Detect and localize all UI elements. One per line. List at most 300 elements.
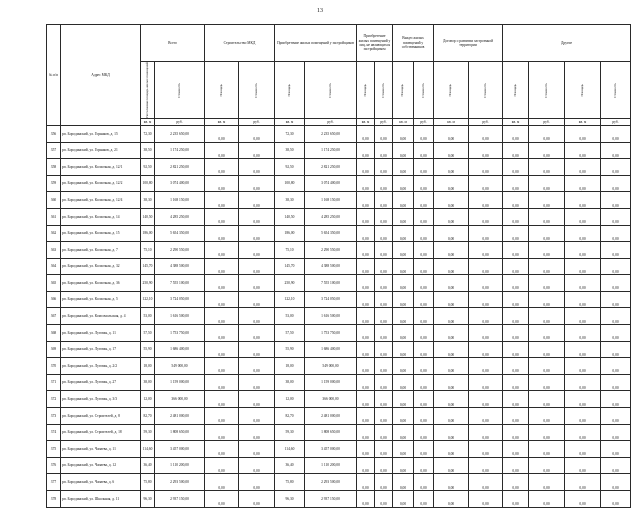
table-row [47, 358, 631, 375]
row-redemption-cost: 0,00 [414, 424, 434, 441]
row-number: 362 [47, 225, 61, 242]
row-nondev-area: 0,00 [357, 291, 375, 308]
vertical-area-label: Площадь [579, 83, 584, 97]
row-other-area-a: 0,00 [503, 491, 529, 508]
row-construction-cost: 0,00 [239, 325, 275, 342]
row-other-area-b: 0,00 [565, 258, 601, 275]
row-contract-cost: 0,00 [469, 142, 503, 159]
row-other-cost-b: 0,00 [601, 457, 631, 474]
row-area-vacated: 96,30 [141, 491, 155, 508]
row-nondev-cost: 0,00 [375, 192, 393, 209]
col-redemption-header: Выкуп жилых помещений у собственников [393, 25, 434, 62]
row-number: 370 [47, 358, 61, 375]
row-nondev-cost: 0,00 [375, 474, 393, 491]
row-contract-area: 0,00 [434, 275, 469, 292]
row-number: 372 [47, 391, 61, 408]
row-construction-cost: 0,00 [239, 242, 275, 259]
row-nondev-cost: 0,00 [375, 341, 393, 358]
row-other-cost-a: 0,00 [529, 325, 565, 342]
table-row [47, 391, 631, 408]
row-total-cost: 1 159 000,00 [155, 374, 205, 391]
row-redemption-cost: 0,00 [414, 391, 434, 408]
row-total-cost: 2 937 150,00 [155, 491, 205, 508]
row-redemption-cost: 0,00 [414, 225, 434, 242]
vertical-cost-label: Стоимость [482, 82, 487, 98]
row-area-vacated: 38,30 [141, 192, 155, 209]
row-construction-area: 0,00 [205, 208, 239, 225]
row-nondev-area: 0,00 [357, 325, 375, 342]
row-contract-cost: 0,00 [469, 242, 503, 259]
row-total-cost: 1 174 250,00 [155, 142, 205, 159]
row-other-cost-a: 0,00 [529, 159, 565, 176]
row-contract-cost: 0,00 [469, 125, 503, 142]
row-construction-cost: 0,00 [239, 125, 275, 142]
row-number: 361 [47, 208, 61, 225]
row-other-area-a: 0,00 [503, 408, 529, 425]
row-construction-cost: 0,00 [239, 474, 275, 491]
row-redemption-area: 0,00 [393, 192, 414, 209]
col-construction-header: Строительство МКД [205, 25, 275, 62]
row-total-cost: 1 110 200,00 [155, 457, 205, 474]
row-other-cost-a: 0,00 [529, 142, 565, 159]
row-redemption-cost: 0,00 [414, 192, 434, 209]
table-row [47, 159, 631, 176]
row-redemption-area: 0,00 [393, 457, 414, 474]
row-other-area-b: 0,00 [565, 341, 601, 358]
row-redemption-cost: 0,00 [414, 408, 434, 425]
row-total-cost: 366 000,00 [155, 391, 205, 408]
row-area-vacated: 100,80 [141, 175, 155, 192]
row-redemption-area: 0,00 [393, 474, 414, 491]
table-row [47, 374, 631, 391]
row-construction-cost: 0,00 [239, 308, 275, 325]
row-contract-area: 0,00 [434, 225, 469, 242]
row-contract-cost: 0,00 [469, 457, 503, 474]
row-total-cost: 1 808 650,00 [155, 424, 205, 441]
row-other-area-a: 0,00 [503, 192, 529, 209]
row-total-cost: 2 821 250,00 [155, 159, 205, 176]
row-other-cost-b: 0,00 [601, 258, 631, 275]
row-construction-area: 0,00 [205, 175, 239, 192]
table-row [47, 424, 631, 441]
row-redemption-cost: 0,00 [414, 341, 434, 358]
row-nondev-area: 0,00 [357, 258, 375, 275]
row-dev-area: 36,40 [275, 457, 305, 474]
row-dev-area: 72,30 [275, 125, 305, 142]
row-redemption-area: 0,00 [393, 258, 414, 275]
row-other-cost-a: 0,00 [529, 457, 565, 474]
table-row [47, 275, 631, 292]
row-redemption-cost: 0,00 [414, 258, 434, 275]
row-area-vacated: 92,50 [141, 159, 155, 176]
row-nondev-area: 0,00 [357, 308, 375, 325]
row-nondev-area: 0,00 [357, 142, 375, 159]
vertical-area-header [434, 62, 469, 119]
col-address-header: Адрес МКД [61, 25, 141, 126]
row-other-area-b: 0,00 [565, 441, 601, 458]
vertical-cost-header [239, 62, 275, 119]
row-total-cost: 2 293 500,00 [155, 474, 205, 491]
row-redemption-cost: 0,00 [414, 275, 434, 292]
row-nondev-area: 0,00 [357, 358, 375, 375]
row-contract-area: 0,00 [434, 474, 469, 491]
row-redemption-cost: 0,00 [414, 242, 434, 259]
row-nondev-area: 0,00 [357, 275, 375, 292]
row-dev-area: 75,10 [275, 242, 305, 259]
row-dev-cost: 1 808 650,00 [305, 424, 357, 441]
row-address: рп. Бородинский, ул. Горняков, д. 21 [61, 142, 141, 159]
row-other-cost-a: 0,00 [529, 242, 565, 259]
row-construction-area: 0,00 [205, 374, 239, 391]
row-address: рп. Бородинский, ул. Луговая, д. 11 [61, 325, 141, 342]
row-nondev-area: 0,00 [357, 491, 375, 508]
row-nondev-cost: 0,00 [375, 408, 393, 425]
row-construction-cost: 0,00 [239, 275, 275, 292]
row-other-cost-b: 0,00 [601, 391, 631, 408]
vertical-cost-header [305, 62, 357, 119]
row-construction-area: 0,00 [205, 258, 239, 275]
row-other-cost-a: 0,00 [529, 491, 565, 508]
row-total-cost: 2 235 650,00 [155, 125, 205, 142]
vertical-cost-header [601, 62, 631, 119]
row-redemption-cost: 0,00 [414, 325, 434, 342]
row-construction-cost: 0,00 [239, 424, 275, 441]
row-number: 371 [47, 374, 61, 391]
row-dev-cost: 1 174 250,00 [305, 142, 357, 159]
row-nondev-cost: 0,00 [375, 457, 393, 474]
row-dev-area: 53,00 [275, 308, 305, 325]
row-contract-area: 0,00 [434, 291, 469, 308]
row-other-area-a: 0,00 [503, 474, 529, 491]
row-number: 357 [47, 142, 61, 159]
row-total-cost: 1 616 500,00 [155, 308, 205, 325]
unit-rub: руб. [529, 118, 565, 125]
row-contract-area: 0,00 [434, 142, 469, 159]
row-dev-cost: 1 110 200,00 [305, 457, 357, 474]
row-number: 356 [47, 125, 61, 142]
row-contract-area: 0,00 [434, 391, 469, 408]
vertical-area-vacated-header [141, 62, 155, 119]
row-nondev-cost: 0,00 [375, 491, 393, 508]
row-area-vacated: 59,30 [141, 424, 155, 441]
row-other-cost-b: 0,00 [601, 142, 631, 159]
row-nondev-area: 0,00 [357, 391, 375, 408]
row-other-area-b: 0,00 [565, 408, 601, 425]
row-redemption-area: 0,00 [393, 175, 414, 192]
row-number: 366 [47, 291, 61, 308]
row-dev-area: 186,00 [275, 225, 305, 242]
row-other-area-a: 0,00 [503, 424, 529, 441]
row-other-area-a: 0,00 [503, 291, 529, 308]
row-dev-area: 55,90 [275, 341, 305, 358]
row-redemption-area: 0,00 [393, 408, 414, 425]
row-contract-area: 0,00 [434, 358, 469, 375]
row-area-vacated: 57,50 [141, 325, 155, 342]
row-other-cost-a: 0,00 [529, 225, 565, 242]
vertical-area-label: Площадь [448, 83, 453, 97]
row-dev-cost: 2 290 550,00 [305, 242, 357, 259]
row-other-cost-a: 0,00 [529, 258, 565, 275]
row-construction-cost: 0,00 [239, 225, 275, 242]
row-redemption-area: 0,00 [393, 308, 414, 325]
row-nondev-cost: 0,00 [375, 142, 393, 159]
row-other-area-b: 0,00 [565, 125, 601, 142]
row-dev-area: 92,50 [275, 159, 305, 176]
row-nondev-cost: 0,00 [375, 374, 393, 391]
vertical-cost-header [414, 62, 434, 119]
row-other-area-a: 0,00 [503, 275, 529, 292]
row-other-area-a: 0,00 [503, 225, 529, 242]
unit-m2: кв. м [141, 118, 155, 125]
row-number: 364 [47, 258, 61, 275]
row-dev-cost: 549 000,00 [305, 358, 357, 375]
row-total-cost: 7 555 100,00 [155, 275, 205, 292]
row-other-cost-a: 0,00 [529, 341, 565, 358]
row-construction-area: 0,00 [205, 408, 239, 425]
row-contract-cost: 0,00 [469, 424, 503, 441]
row-redemption-cost: 0,00 [414, 175, 434, 192]
vertical-area-label: Площадь [286, 83, 291, 97]
row-construction-cost: 0,00 [239, 258, 275, 275]
row-contract-cost: 0,00 [469, 208, 503, 225]
row-construction-area: 0,00 [205, 125, 239, 142]
vertical-area-header [357, 62, 375, 119]
row-other-cost-b: 0,00 [601, 341, 631, 358]
row-number: 365 [47, 275, 61, 292]
row-other-cost-b: 0,00 [601, 225, 631, 242]
row-other-cost-a: 0,00 [529, 291, 565, 308]
row-other-cost-b: 0,00 [601, 325, 631, 342]
table-row [47, 325, 631, 342]
row-dev-cost: 4 285 250,00 [305, 208, 357, 225]
row-address: рп. Бородинский, ул. Луговая, д. 3/3 [61, 391, 141, 408]
row-other-area-a: 0,00 [503, 125, 529, 142]
col-total-header: Всего [141, 25, 205, 62]
col-num-header: № п/п [47, 25, 61, 126]
row-redemption-area: 0,00 [393, 242, 414, 259]
row-contract-area: 0,00 [434, 175, 469, 192]
vertical-area-header [565, 62, 601, 119]
row-other-cost-a: 0,00 [529, 374, 565, 391]
row-dev-cost: 4 388 500,00 [305, 258, 357, 275]
row-construction-area: 0,00 [205, 341, 239, 358]
row-construction-area: 0,00 [205, 491, 239, 508]
row-construction-cost: 0,00 [239, 441, 275, 458]
row-other-cost-a: 0,00 [529, 308, 565, 325]
row-other-area-b: 0,00 [565, 358, 601, 375]
row-total-cost: 1 753 750,00 [155, 325, 205, 342]
row-number: 369 [47, 341, 61, 358]
row-redemption-area: 0,00 [393, 275, 414, 292]
row-nondev-area: 0,00 [357, 125, 375, 142]
row-contract-area: 0,00 [434, 325, 469, 342]
row-contract-cost: 0,00 [469, 275, 503, 292]
row-redemption-cost: 0,00 [414, 308, 434, 325]
table-row [47, 192, 631, 209]
row-other-area-b: 0,00 [565, 192, 601, 209]
col-purchase-dev-header: Приобретение жилых помещений у застройщиков [275, 25, 357, 62]
row-other-cost-b: 0,00 [601, 408, 631, 425]
row-other-cost-b: 0,00 [601, 474, 631, 491]
vertical-cost-label: Стоимость [380, 82, 385, 98]
row-construction-area: 0,00 [205, 474, 239, 491]
unit-rub: руб. [239, 118, 275, 125]
row-dev-cost: 1 168 150,00 [305, 192, 357, 209]
row-number: 363 [47, 242, 61, 259]
table-row [47, 441, 631, 458]
row-construction-cost: 0,00 [239, 491, 275, 508]
row-dev-cost: 366 000,00 [305, 391, 357, 408]
row-dev-cost: 3 724 050,00 [305, 291, 357, 308]
row-other-area-b: 0,00 [565, 457, 601, 474]
row-address: рп. Бородинский, ул. Школьная, д. 11 [61, 491, 141, 508]
row-redemption-area: 0,00 [393, 391, 414, 408]
table-row [47, 408, 631, 425]
row-dev-area: 145,70 [275, 258, 305, 275]
row-nondev-area: 0,00 [357, 441, 375, 458]
row-other-cost-a: 0,00 [529, 275, 565, 292]
page-number: 13 [317, 8, 323, 14]
row-address: рп. Бородинский, ул. Колхозная, д. 36 [61, 275, 141, 292]
row-other-area-b: 0,00 [565, 159, 601, 176]
row-construction-area: 0,00 [205, 142, 239, 159]
row-other-cost-a: 0,00 [529, 125, 565, 142]
row-construction-area: 0,00 [205, 325, 239, 342]
row-address: рп. Бородинский, ул. Чапаева, д. 12 [61, 457, 141, 474]
row-address: рп. Бородинский, ул. Колхозная, д. 15 [61, 225, 141, 242]
row-redemption-cost: 0,00 [414, 474, 434, 491]
vertical-cost-label: Стоимость [327, 82, 332, 98]
row-total-cost: 5 654 350,00 [155, 225, 205, 242]
row-dev-area: 38,30 [275, 192, 305, 209]
row-other-area-a: 0,00 [503, 325, 529, 342]
vertical-cost-label: Стоимость [176, 82, 181, 98]
row-other-cost-b: 0,00 [601, 242, 631, 259]
row-other-area-a: 0,00 [503, 308, 529, 325]
row-contract-area: 0,00 [434, 374, 469, 391]
row-nondev-cost: 0,00 [375, 159, 393, 176]
row-construction-area: 0,00 [205, 391, 239, 408]
row-dev-cost: 2 481 000,00 [305, 408, 357, 425]
row-contract-area: 0,00 [434, 125, 469, 142]
unit-rub: руб. [414, 118, 434, 125]
row-number: 367 [47, 308, 61, 325]
row-redemption-area: 0,00 [393, 142, 414, 159]
row-area-vacated: 18,00 [141, 358, 155, 375]
row-construction-cost: 0,00 [239, 374, 275, 391]
unit-rub: руб. [469, 118, 503, 125]
row-other-cost-b: 0,00 [601, 308, 631, 325]
row-redemption-area: 0,00 [393, 358, 414, 375]
row-nondev-area: 0,00 [357, 159, 375, 176]
row-dev-area: 250,90 [275, 275, 305, 292]
row-dev-area: 122,10 [275, 291, 305, 308]
row-nondev-area: 0,00 [357, 424, 375, 441]
row-dev-cost: 2 821 250,00 [305, 159, 357, 176]
row-construction-cost: 0,00 [239, 408, 275, 425]
row-other-area-a: 0,00 [503, 457, 529, 474]
row-redemption-cost: 0,00 [414, 441, 434, 458]
row-nondev-area: 0,00 [357, 457, 375, 474]
row-number: 359 [47, 175, 61, 192]
vertical-area-header [393, 62, 414, 119]
row-other-area-a: 0,00 [503, 374, 529, 391]
row-contract-cost: 0,00 [469, 308, 503, 325]
row-other-cost-a: 0,00 [529, 424, 565, 441]
row-contract-area: 0,00 [434, 258, 469, 275]
row-nondev-area: 0,00 [357, 374, 375, 391]
row-other-area-b: 0,00 [565, 175, 601, 192]
row-area-vacated: 12,00 [141, 391, 155, 408]
row-nondev-cost: 0,00 [375, 242, 393, 259]
row-area-vacated: 140,50 [141, 208, 155, 225]
row-construction-cost: 0,00 [239, 291, 275, 308]
row-address: рп. Бородинский, ул. Луговая, д. 17 [61, 341, 141, 358]
vertical-area-vacated-label: Расселяемая площадь жилых помещений [144, 62, 149, 118]
row-nondev-area: 0,00 [357, 242, 375, 259]
row-construction-area: 0,00 [205, 457, 239, 474]
row-dev-area: 82,70 [275, 408, 305, 425]
row-address: рп. Бородинский, ул. Луговая, д. 2/2 [61, 358, 141, 375]
row-other-cost-b: 0,00 [601, 441, 631, 458]
row-area-vacated: 75,80 [141, 474, 155, 491]
row-contract-cost: 0,00 [469, 491, 503, 508]
row-dev-cost: 1 616 500,00 [305, 308, 357, 325]
row-number: 368 [47, 325, 61, 342]
row-nondev-area: 0,00 [357, 175, 375, 192]
row-nondev-cost: 0,00 [375, 308, 393, 325]
row-dev-area: 96,30 [275, 491, 305, 508]
row-contract-area: 0,00 [434, 159, 469, 176]
row-area-vacated: 75,10 [141, 242, 155, 259]
row-redemption-area: 0,00 [393, 291, 414, 308]
row-other-area-b: 0,00 [565, 142, 601, 159]
table-row [47, 474, 631, 491]
row-contract-area: 0,00 [434, 341, 469, 358]
row-other-area-a: 0,00 [503, 208, 529, 225]
table-row [47, 291, 631, 308]
row-contract-cost: 0,00 [469, 358, 503, 375]
row-area-vacated: 250,90 [141, 275, 155, 292]
row-total-cost: 2 481 000,00 [155, 408, 205, 425]
vertical-area-header [503, 62, 529, 119]
row-nondev-area: 0,00 [357, 192, 375, 209]
row-other-cost-b: 0,00 [601, 175, 631, 192]
row-construction-cost: 0,00 [239, 175, 275, 192]
row-other-area-b: 0,00 [565, 291, 601, 308]
row-contract-area: 0,00 [434, 308, 469, 325]
row-other-area-a: 0,00 [503, 341, 529, 358]
row-area-vacated: 82,70 [141, 408, 155, 425]
vertical-cost-label: Стоимость [612, 82, 617, 98]
row-other-area-a: 0,00 [503, 441, 529, 458]
row-redemption-cost: 0,00 [414, 491, 434, 508]
row-address: рп. Бородинский, ул. Колхозная, д. 12/2 [61, 175, 141, 192]
row-other-cost-a: 0,00 [529, 408, 565, 425]
vertical-cost-header [375, 62, 393, 119]
row-other-area-a: 0,00 [503, 159, 529, 176]
vertical-cost-header [529, 62, 565, 119]
row-area-vacated: 38,50 [141, 142, 155, 159]
row-contract-area: 0,00 [434, 424, 469, 441]
unit-m2: кв. м [357, 118, 375, 125]
row-nondev-cost: 0,00 [375, 225, 393, 242]
row-other-area-b: 0,00 [565, 225, 601, 242]
row-contract-area: 0,00 [434, 408, 469, 425]
row-other-cost-b: 0,00 [601, 192, 631, 209]
vertical-cost-label: Стоимость [543, 82, 548, 98]
row-other-area-b: 0,00 [565, 491, 601, 508]
